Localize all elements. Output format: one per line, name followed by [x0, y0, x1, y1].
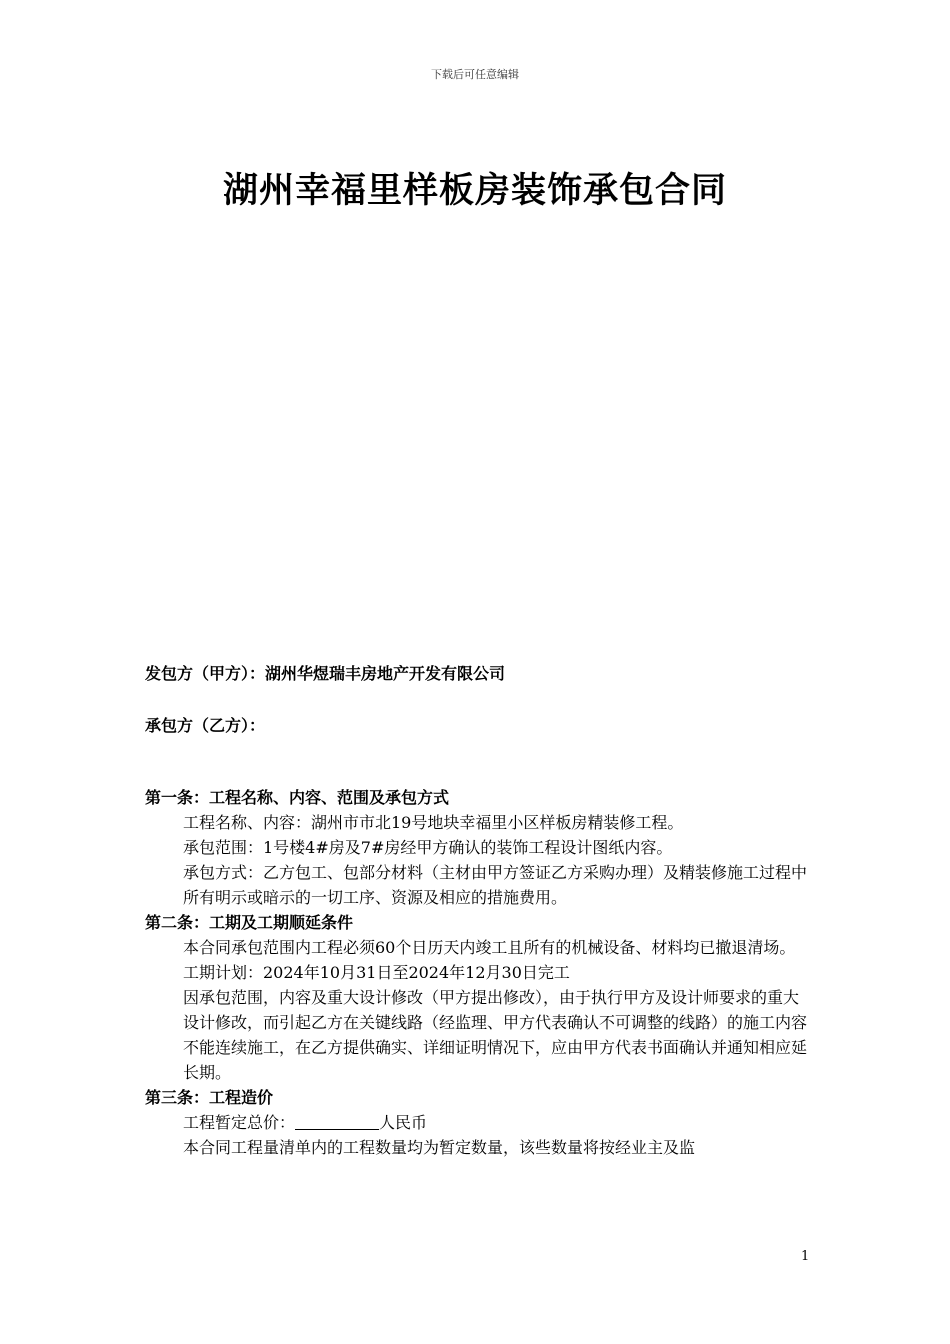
article-1-heading: 第一条：工程名称、内容、范围及承包方式	[145, 788, 450, 807]
article-3-heading: 第三条：工程造价	[145, 1088, 274, 1107]
article-1-method: 承包方式：乙方包工、包部分材料（主材由甲方签证乙方采购办理）及精装修施工过程中所有明示或暗示的一切工序、资源及相应的措施费用。	[183, 863, 808, 907]
article-2-deadline: 本合同承包范围内工程必须60个日历天内竣工且所有的机械设备、材料均已撤退清场。	[183, 938, 796, 957]
price-blank-line	[295, 1111, 379, 1130]
page-number: 1	[801, 1249, 810, 1264]
document-title: 湖州幸福里样板房装饰承包合同	[222, 171, 727, 211]
currency-unit: 人民币	[379, 1113, 428, 1132]
article-1-scope: 承包范围：1号楼4#房及7#房经甲方确认的装饰工程设计图纸内容。	[183, 838, 673, 857]
party-b-line: 承包方（乙方）：	[145, 716, 266, 735]
page-header: 下载后可任意编辑	[431, 68, 519, 81]
article-2-heading: 第二条：工期及工期顺延条件	[145, 913, 354, 932]
article-2-extension: 因承包范围，内容及重大设计修改（甲方提出修改），由于执行甲方及设计师要求的重大设计修改，而引起乙方在关键线路（经监理、甲方代表确认不可调整的线路）的施工内容不能连续施工，在乙方提供确实、详细证明情况下，应由甲方代表书面确认并通知相应延长期。	[183, 988, 808, 1082]
article-1-project-name: 工程名称、内容：湖州市市北19号地块幸福里小区样板房精装修工程。	[183, 813, 684, 832]
article-2-schedule: 工期计划：2024年10月31日至2024年12月30日完工	[183, 963, 570, 982]
contract-body	[145, 785, 810, 1160]
article-3-quantities: 本合同工程量清单内的工程数量均为暂定数量，该些数量将按经业主及监	[183, 1138, 696, 1157]
party-a-line: 发包方（甲方）：湖州华煜瑞丰房地产开发有限公司	[145, 664, 506, 683]
total-price-label: 工程暂定总价：	[183, 1113, 296, 1132]
article-3-total-price	[145, 1110, 810, 1135]
